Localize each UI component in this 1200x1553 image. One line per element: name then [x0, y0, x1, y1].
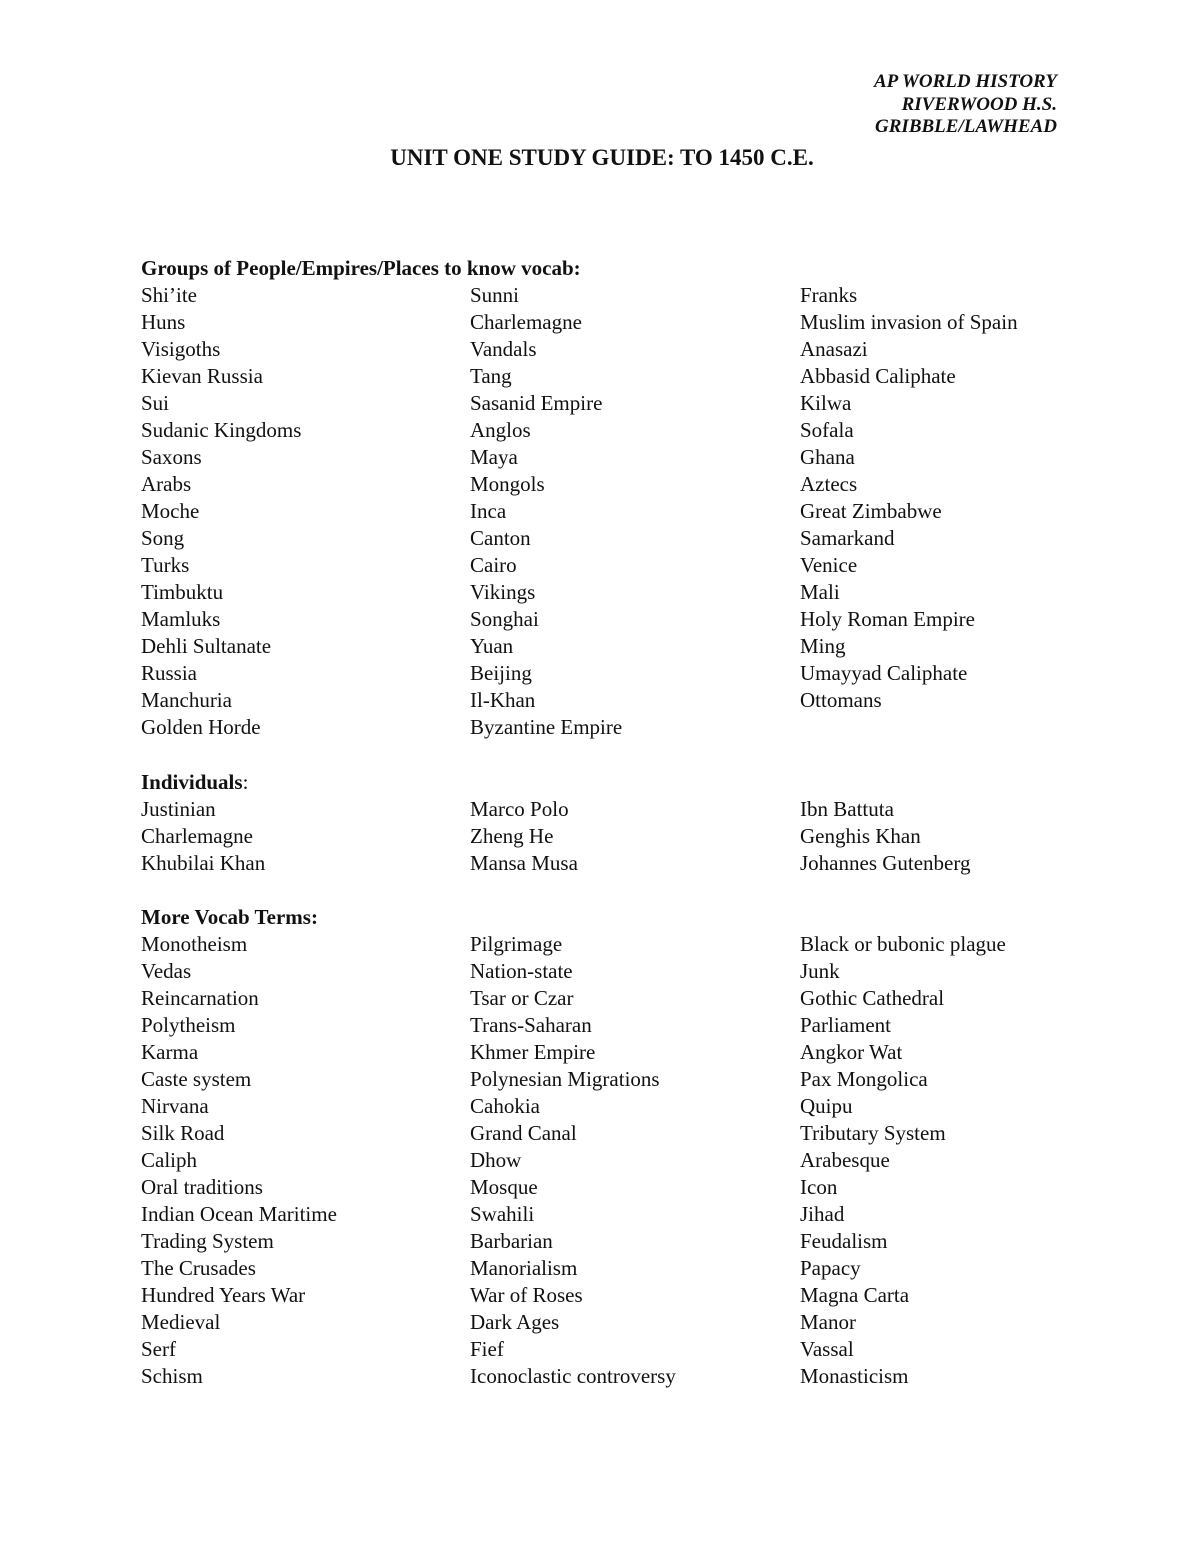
term-grid — [141, 282, 1101, 741]
term-item: Monotheism — [141, 932, 248, 956]
term-item: Sofala — [800, 418, 854, 442]
term-item: Indian Ocean Maritime — [141, 1202, 337, 1226]
term-item: Dehli Sultanate — [141, 634, 272, 658]
term-item: Franks — [800, 283, 858, 307]
term-item: Icon — [800, 1175, 838, 1199]
term-item: Sui — [141, 391, 170, 415]
term-item: Holy Roman Empire — [800, 607, 975, 631]
term-item: Russia — [141, 661, 198, 685]
term-item: Aztecs — [800, 472, 858, 496]
term-item: Schism — [141, 1364, 203, 1388]
term-item: Visigoths — [141, 337, 221, 361]
course-name: AP WORLD HISTORY — [873, 71, 1057, 92]
term-item: Saxons — [141, 445, 202, 469]
page-title: UNIT ONE STUDY GUIDE: TO 1450 C.E. — [390, 145, 814, 170]
term-item: Ibn Battuta — [800, 797, 894, 821]
term-item: Vassal — [800, 1337, 854, 1361]
term-item: Anglos — [470, 418, 531, 442]
school-name: RIVERWOOD H.S. — [901, 93, 1057, 115]
term-item: Polytheism — [141, 1013, 236, 1037]
term-item: Khmer Empire — [470, 1040, 596, 1064]
term-item: Vedas — [141, 959, 192, 983]
term-item: Beijing — [470, 661, 532, 685]
term-item: Mongols — [470, 472, 545, 496]
term-item: Sudanic Kingdoms — [141, 418, 302, 442]
term-item: Karma — [141, 1040, 199, 1064]
term-item: Tributary System — [800, 1121, 946, 1145]
term-item: Il-Khan — [470, 688, 536, 712]
section-more-vocab-terms — [141, 904, 1101, 1390]
term-item: Ottomans — [800, 688, 882, 712]
term-item: Ghana — [800, 445, 855, 469]
section-heading: Individuals: — [141, 770, 249, 794]
term-item: Mosque — [470, 1175, 538, 1199]
term-item: Zheng He — [470, 824, 554, 848]
term-item: Huns — [141, 310, 186, 334]
term-item: Dhow — [470, 1148, 522, 1172]
term-item: Johannes Gutenberg — [800, 851, 971, 875]
term-item: Angkor Wat — [800, 1040, 903, 1064]
term-item: Muslim invasion of Spain — [800, 310, 1018, 334]
term-item: Medieval — [141, 1310, 221, 1334]
term-item: Khubilai Khan — [141, 851, 266, 875]
term-item — [800, 714, 1101, 741]
term-item: Pax Mongolica — [800, 1067, 928, 1091]
term-item: Venice — [800, 553, 858, 577]
term-item: Magna Carta — [800, 1283, 910, 1307]
term-item: Nation-state — [470, 959, 573, 983]
term-item: Ming — [800, 634, 846, 658]
term-item: Timbuktu — [141, 580, 224, 604]
term-item: Sunni — [470, 283, 520, 307]
term-item: Umayyad Caliphate — [800, 661, 968, 685]
term-item: Jihad — [800, 1202, 845, 1226]
term-item: Monasticism — [800, 1364, 909, 1388]
term-item: Golden Horde — [141, 715, 261, 739]
term-item: Fief — [470, 1337, 504, 1361]
term-item: Silk Road — [141, 1121, 225, 1145]
term-item: Turks — [141, 553, 190, 577]
term-item: Junk — [800, 959, 840, 983]
term-item: Cahokia — [470, 1094, 540, 1118]
document-header — [874, 71, 1057, 139]
term-item: Parliament — [800, 1013, 891, 1037]
term-item: Shi’ite — [141, 283, 197, 307]
term-item: Black or bubonic plague — [800, 932, 1006, 956]
term-item: Charlemagne — [141, 824, 253, 848]
term-item: Samarkand — [800, 526, 895, 550]
term-item: Inca — [470, 499, 507, 523]
term-item: Songhai — [470, 607, 539, 631]
term-item: Mansa Musa — [470, 851, 578, 875]
term-item: Serf — [141, 1337, 176, 1361]
term-item: Oral traditions — [141, 1175, 263, 1199]
term-item: Polynesian Migrations — [470, 1067, 660, 1091]
term-item: Caste system — [141, 1067, 252, 1091]
term-item: Caliph — [141, 1148, 197, 1172]
term-item: Great Zimbabwe — [800, 499, 942, 523]
term-item: Nirvana — [141, 1094, 209, 1118]
section-individuals — [141, 769, 1101, 877]
term-item: Mali — [800, 580, 840, 604]
term-item: Song — [141, 526, 185, 550]
term-item: Vandals — [470, 337, 537, 361]
term-item: Genghis Khan — [800, 824, 921, 848]
term-item: Tsar or Czar — [470, 986, 574, 1010]
term-item: Arabs — [141, 472, 192, 496]
term-item: Trans-Saharan — [470, 1013, 592, 1037]
term-item: Quipu — [800, 1094, 853, 1118]
term-item: Swahili — [470, 1202, 535, 1226]
term-item: Hundred Years War — [141, 1283, 306, 1307]
term-item: Papacy — [800, 1256, 861, 1280]
term-item: Arabesque — [800, 1148, 890, 1172]
term-item: Manchuria — [141, 688, 232, 712]
term-item: War of Roses — [470, 1283, 583, 1307]
term-item: Abbasid Caliphate — [800, 364, 956, 388]
term-item: Gothic Cathedral — [800, 986, 945, 1010]
term-item: Manor — [800, 1310, 856, 1334]
term-item: Charlemagne — [470, 310, 582, 334]
term-item: Kilwa — [800, 391, 852, 415]
term-item: Manorialism — [470, 1256, 578, 1280]
teacher-names: GRIBBLE/LAWHEAD — [875, 116, 1057, 137]
term-item: Tang — [470, 364, 512, 388]
section-groups-of-people — [141, 255, 1101, 741]
term-item: Dark Ages — [470, 1310, 560, 1334]
term-item: Anasazi — [800, 337, 868, 361]
term-item: Byzantine Empire — [470, 715, 623, 739]
term-item: Sasanid Empire — [470, 391, 603, 415]
term-item: Trading System — [141, 1229, 274, 1253]
term-item: Feudalism — [800, 1229, 888, 1253]
term-item: Kievan Russia — [141, 364, 263, 388]
section-heading: Groups of People/Empires/Places to know vocab: — [141, 256, 581, 280]
term-item: Grand Canal — [470, 1121, 577, 1145]
term-item: Maya — [470, 445, 518, 469]
term-item: Justinian — [141, 797, 216, 821]
term-item: Canton — [470, 526, 531, 550]
term-item: Reincarnation — [141, 986, 259, 1010]
term-item: The Crusades — [141, 1256, 256, 1280]
term-item: Mamluks — [141, 607, 221, 631]
term-item: Marco Polo — [470, 797, 569, 821]
term-item: Yuan — [470, 634, 514, 658]
term-item: Cairo — [470, 553, 517, 577]
term-item: Iconoclastic controversy — [470, 1364, 676, 1388]
term-item: Vikings — [470, 580, 536, 604]
term-item: Pilgrimage — [470, 932, 563, 956]
section-heading: More Vocab Terms: — [141, 905, 318, 929]
term-item: Moche — [141, 499, 200, 523]
term-item: Barbarian — [470, 1229, 553, 1253]
term-grid — [141, 796, 1101, 877]
term-grid — [141, 931, 1101, 1390]
